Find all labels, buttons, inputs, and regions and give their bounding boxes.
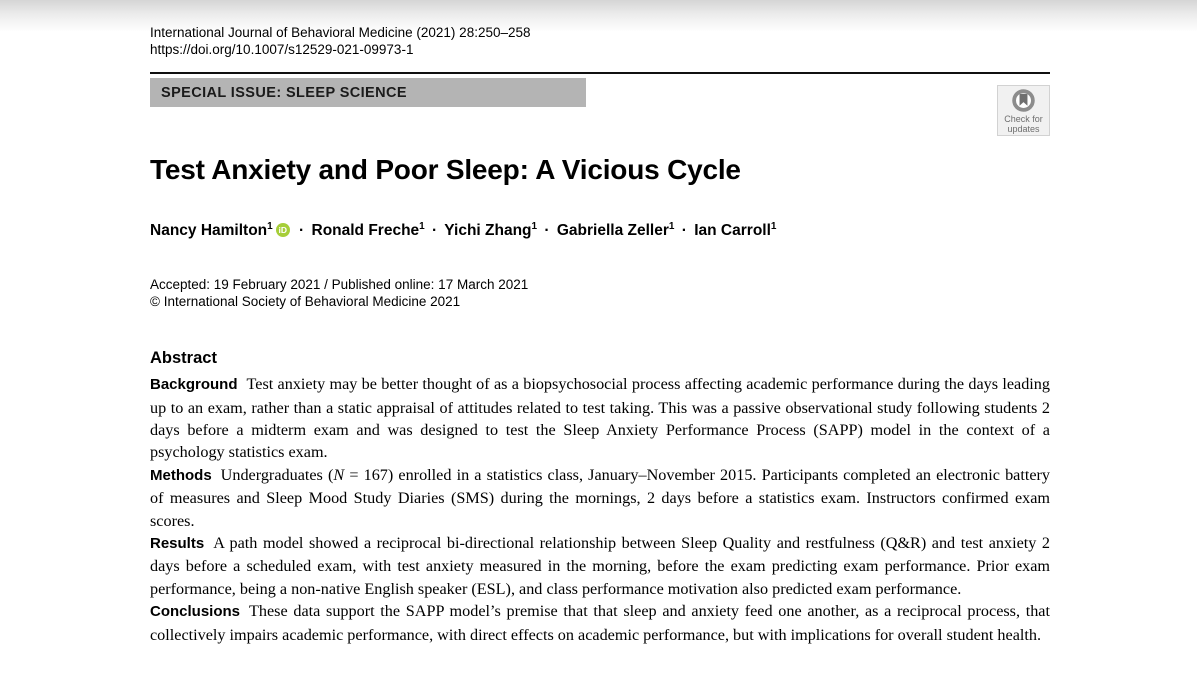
- author-name: Nancy Hamilton$^1$: [150, 221, 273, 240]
- journal-header: [150, 0, 1050, 58]
- author-separator: ·: [681, 222, 687, 240]
- section-text: Undergraduates (N = 167) enrolled in a statistics class, January–November 2015. Participants completed an electronic battery of measures and Sleep Mood Study Diaries (SMS) during the mornings, 2 days before a statistics exam. Instructors confirmed exam scores.: [150, 465, 1051, 530]
- author-name: Yichi Zhang$^1$: [444, 221, 538, 240]
- section-label: Results: [150, 535, 205, 552]
- author-name: Gabriella Zeller$^1$: [556, 221, 675, 240]
- journal-citation: International Journal of Behavioral Medicine (2021) 28:250–258: [150, 25, 531, 40]
- author-affiliation-sup: 1: [267, 221, 273, 232]
- abstract-section-results: [150, 532, 1050, 600]
- section-text: Test anxiety may be better thought of as a biopsychosocial process affecting academic performance during the days leading up to an exam, rather than a static appraisal of attitudes related to test taking. This was a passive observational study following students 2 days before a midterm exam and was designed to test the Sleep Anxiety Performance Process (SAPP) model in the context of a psychology statistics exam.: [150, 375, 1050, 462]
- article-dates: [150, 277, 1050, 310]
- author-affiliation-sup: 1: [419, 221, 425, 232]
- section-label: Background: [150, 376, 238, 394]
- article-title: Test Anxiety and Poor Sleep: A Vicious Cycle: [150, 154, 741, 185]
- author-affiliation-sup: 1: [668, 221, 675, 232]
- author-separator: ·: [299, 222, 305, 240]
- special-issue-banner: [150, 78, 586, 107]
- author-affiliation-sup: 1: [531, 221, 538, 232]
- section-label: Methods: [150, 466, 212, 484]
- abstract-section-methods: [150, 464, 1050, 532]
- article-page: [150, 0, 1050, 646]
- check-updates-label-line2: updates: [1007, 123, 1040, 134]
- author-separator: ·: [432, 222, 438, 240]
- section-label: Conclusions: [150, 603, 241, 621]
- abstract-section-conclusions: [150, 600, 1050, 646]
- abstract-section-background: [150, 373, 1050, 464]
- section-text: A path model showed a reciprocal bi-directional relationship between Sleep Quality and restfulness (Q&R) and test anxiety 2 days before a scheduled exam, with test anxiety measured in the morning, before the exam predicting exam performance. Prior exam performance, being a non-native English speaker (ESL), and class performance motivation also predicted exam performance.: [150, 534, 1050, 598]
- orcid-icon[interactable]: [276, 223, 290, 237]
- author-separator: ·: [544, 222, 550, 240]
- section-text: These data support the SAPP model’s premise that that sleep and anxiety feed one another, as a reciprocal process, that collectively impairs academic performance, with direct effects on academic performance, but with implications for overall student health.: [150, 602, 1050, 644]
- check-updates-label: [1004, 114, 1043, 134]
- doi-link[interactable]: https://doi.org/10.1007/s12529-021-09973-1: [150, 41, 414, 57]
- header-rule: [150, 72, 1050, 74]
- authors-line: [150, 217, 1050, 241]
- check-updates-label-line1: Check for: [1004, 113, 1043, 124]
- italic-n: N: [333, 465, 345, 484]
- abstract-body: [150, 373, 1050, 646]
- accepted-line: Accepted: 19 February 2021 / Published online: 17 March 2021: [150, 277, 529, 293]
- author-name: Ian Carroll$^1$: [694, 221, 777, 240]
- copyright-line: © International Society of Behavioral Medicine 2021: [150, 293, 461, 309]
- special-issue-label: SPECIAL ISSUE: SLEEP SCIENCE: [161, 84, 407, 101]
- check-updates-badge[interactable]: [997, 85, 1050, 136]
- check-updates-icon: [1011, 88, 1036, 113]
- orcid-icon-label: iD: [278, 225, 287, 236]
- author-name: Ronald Freche$^1$: [311, 221, 425, 240]
- abstract-heading: Abstract: [150, 349, 217, 368]
- author-affiliation-sup: 1: [770, 221, 777, 232]
